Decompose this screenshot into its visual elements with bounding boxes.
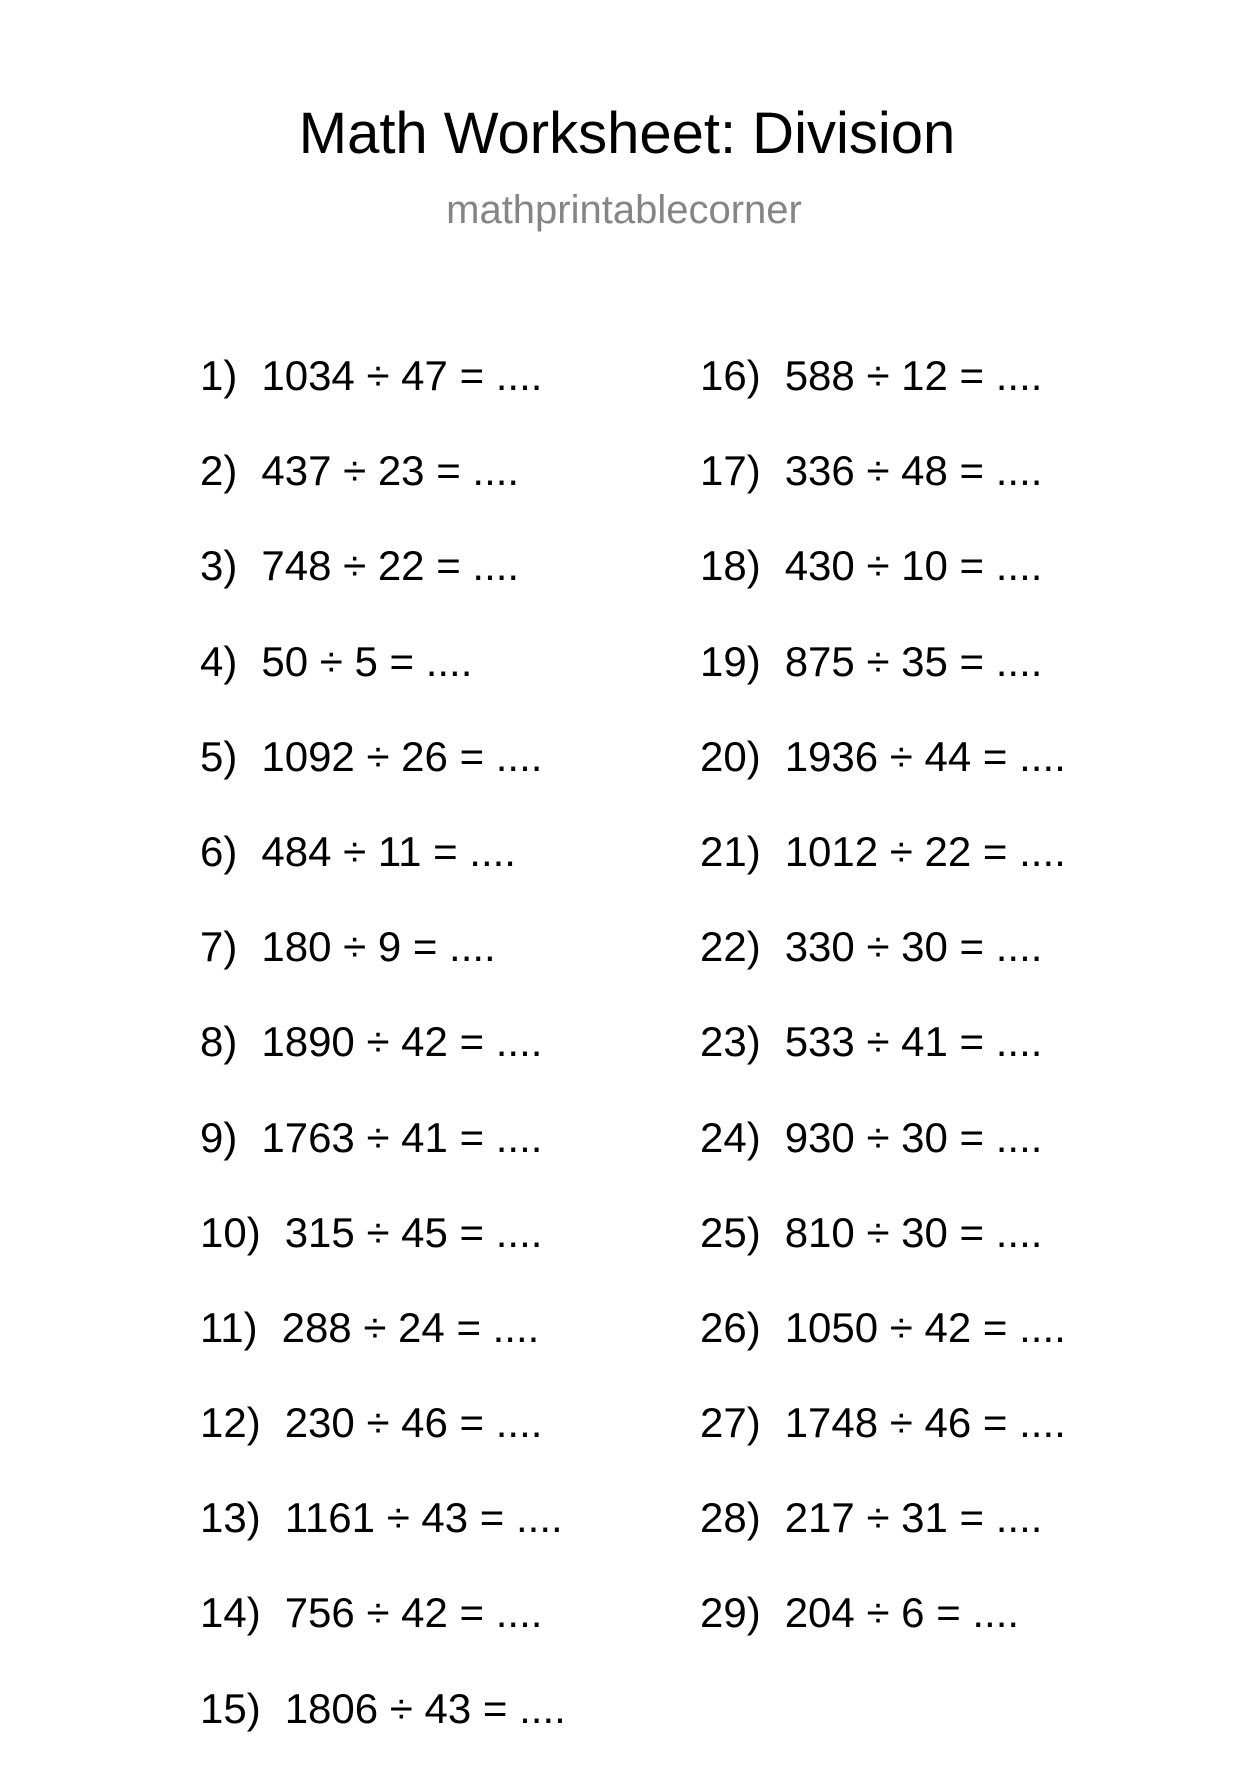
problem-item (200, 729, 566, 824)
problem-number: 2) (200, 447, 238, 495)
problem-expression: 533 ÷ 41 = .... (784, 1018, 1043, 1066)
problem-expression: 315 ÷ 45 = .... (284, 1208, 543, 1256)
problem-item (700, 1490, 1066, 1585)
problem-column-left (200, 348, 566, 1776)
problem-item (700, 538, 1066, 633)
problem-number: 21) (700, 827, 761, 875)
problem-item (700, 1585, 1066, 1680)
problem-number: 5) (200, 732, 238, 780)
problem-expression: 930 ÷ 30 = .... (784, 1113, 1043, 1161)
problem-number: 6) (200, 827, 238, 875)
problem-expression: 288 ÷ 24 = .... (281, 1303, 540, 1351)
problem-item (200, 919, 566, 1014)
problem-expression: 756 ÷ 42 = .... (284, 1589, 543, 1637)
problem-number: 10) (200, 1208, 261, 1256)
problem-expression: 1034 ÷ 47 = .... (261, 352, 543, 399)
problem-item (700, 348, 1066, 443)
problem-item (700, 729, 1066, 824)
problem-number: 18) (700, 542, 761, 590)
problem-expression: 484 ÷ 11 = .... (261, 827, 516, 875)
problem-item (200, 1110, 566, 1205)
problem-number: 14) (200, 1589, 261, 1637)
problem-expression: 1936 ÷ 44 = .... (784, 732, 1066, 780)
problem-item (700, 1395, 1066, 1490)
problem-number: 29) (700, 1589, 761, 1637)
problem-expression: 1806 ÷ 43 = .... (284, 1684, 566, 1732)
problem-expression: 1092 ÷ 26 = .... (261, 732, 543, 780)
problem-number: 20) (700, 732, 761, 780)
problem-number: 4) (200, 637, 238, 685)
problem-expression: 230 ÷ 46 = .... (284, 1399, 543, 1447)
problem-item (200, 1585, 566, 1680)
problem-item (200, 1395, 566, 1490)
problem-number: 23) (700, 1018, 761, 1066)
problem-item (200, 1014, 566, 1109)
problem-expression: 217 ÷ 31 = .... (784, 1494, 1043, 1542)
problem-expression: 1890 ÷ 42 = .... (261, 1018, 543, 1066)
problem-column-right (700, 348, 1066, 1681)
problem-item (700, 1205, 1066, 1300)
problem-number: 12) (200, 1399, 261, 1447)
problem-number: 17) (700, 447, 761, 495)
problem-number: 22) (700, 923, 761, 971)
problem-item (200, 538, 566, 633)
problem-item (700, 919, 1066, 1014)
problem-number: 15) (200, 1684, 261, 1732)
problem-item (200, 824, 566, 919)
problem-expression: 1748 ÷ 46 = .... (784, 1399, 1066, 1447)
problem-number: 28) (700, 1494, 761, 1542)
problem-number: 1) (200, 352, 238, 399)
problem-item (700, 443, 1066, 538)
problem-expression: 1012 ÷ 22 = .... (784, 827, 1066, 875)
problem-expression: 330 ÷ 30 = .... (784, 923, 1043, 971)
problem-number: 3) (200, 542, 238, 590)
problem-number: 11) (200, 1303, 258, 1351)
problem-number: 7) (200, 923, 238, 971)
problem-number: 8) (200, 1018, 238, 1066)
problem-item (700, 1014, 1066, 1109)
problem-expression: 748 ÷ 22 = .... (261, 542, 520, 590)
problem-expression: 588 ÷ 12 = .... (784, 352, 1043, 399)
problem-item (700, 634, 1066, 729)
problem-item (200, 443, 566, 538)
problem-expression: 336 ÷ 48 = .... (784, 447, 1043, 495)
worksheet-title: Math Worksheet: Division (298, 101, 956, 166)
problem-item (200, 1490, 566, 1585)
worksheet-subtitle: mathprintablecorner (446, 188, 802, 232)
problem-number: 9) (200, 1113, 238, 1161)
problem-number: 24) (700, 1113, 761, 1161)
problem-expression: 50 ÷ 5 = .... (261, 637, 473, 685)
problem-number: 16) (700, 352, 761, 399)
problem-item (200, 1681, 566, 1776)
problem-item (200, 348, 566, 443)
problem-expression: 204 ÷ 6 = .... (784, 1589, 1020, 1637)
problem-number: 27) (700, 1399, 761, 1447)
problem-expression: 1161 ÷ 43 = .... (284, 1494, 563, 1542)
problem-item (200, 1300, 566, 1395)
problem-expression: 1763 ÷ 41 = .... (261, 1113, 543, 1161)
problem-expression: 810 ÷ 30 = .... (784, 1208, 1043, 1256)
problem-item (700, 1110, 1066, 1205)
problem-item (200, 634, 566, 729)
problem-expression: 875 ÷ 35 = .... (784, 637, 1043, 685)
problem-expression: 430 ÷ 10 = .... (784, 542, 1043, 590)
problem-number: 13) (200, 1494, 261, 1542)
problem-item (700, 824, 1066, 919)
problem-number: 26) (700, 1303, 761, 1351)
problem-item (700, 1300, 1066, 1395)
problem-expression: 437 ÷ 23 = .... (261, 447, 520, 495)
problem-number: 19) (700, 637, 761, 685)
problem-item (200, 1205, 566, 1300)
problem-expression: 1050 ÷ 42 = .... (784, 1303, 1066, 1351)
problem-expression: 180 ÷ 9 = .... (261, 923, 496, 971)
problem-number: 25) (700, 1208, 761, 1256)
